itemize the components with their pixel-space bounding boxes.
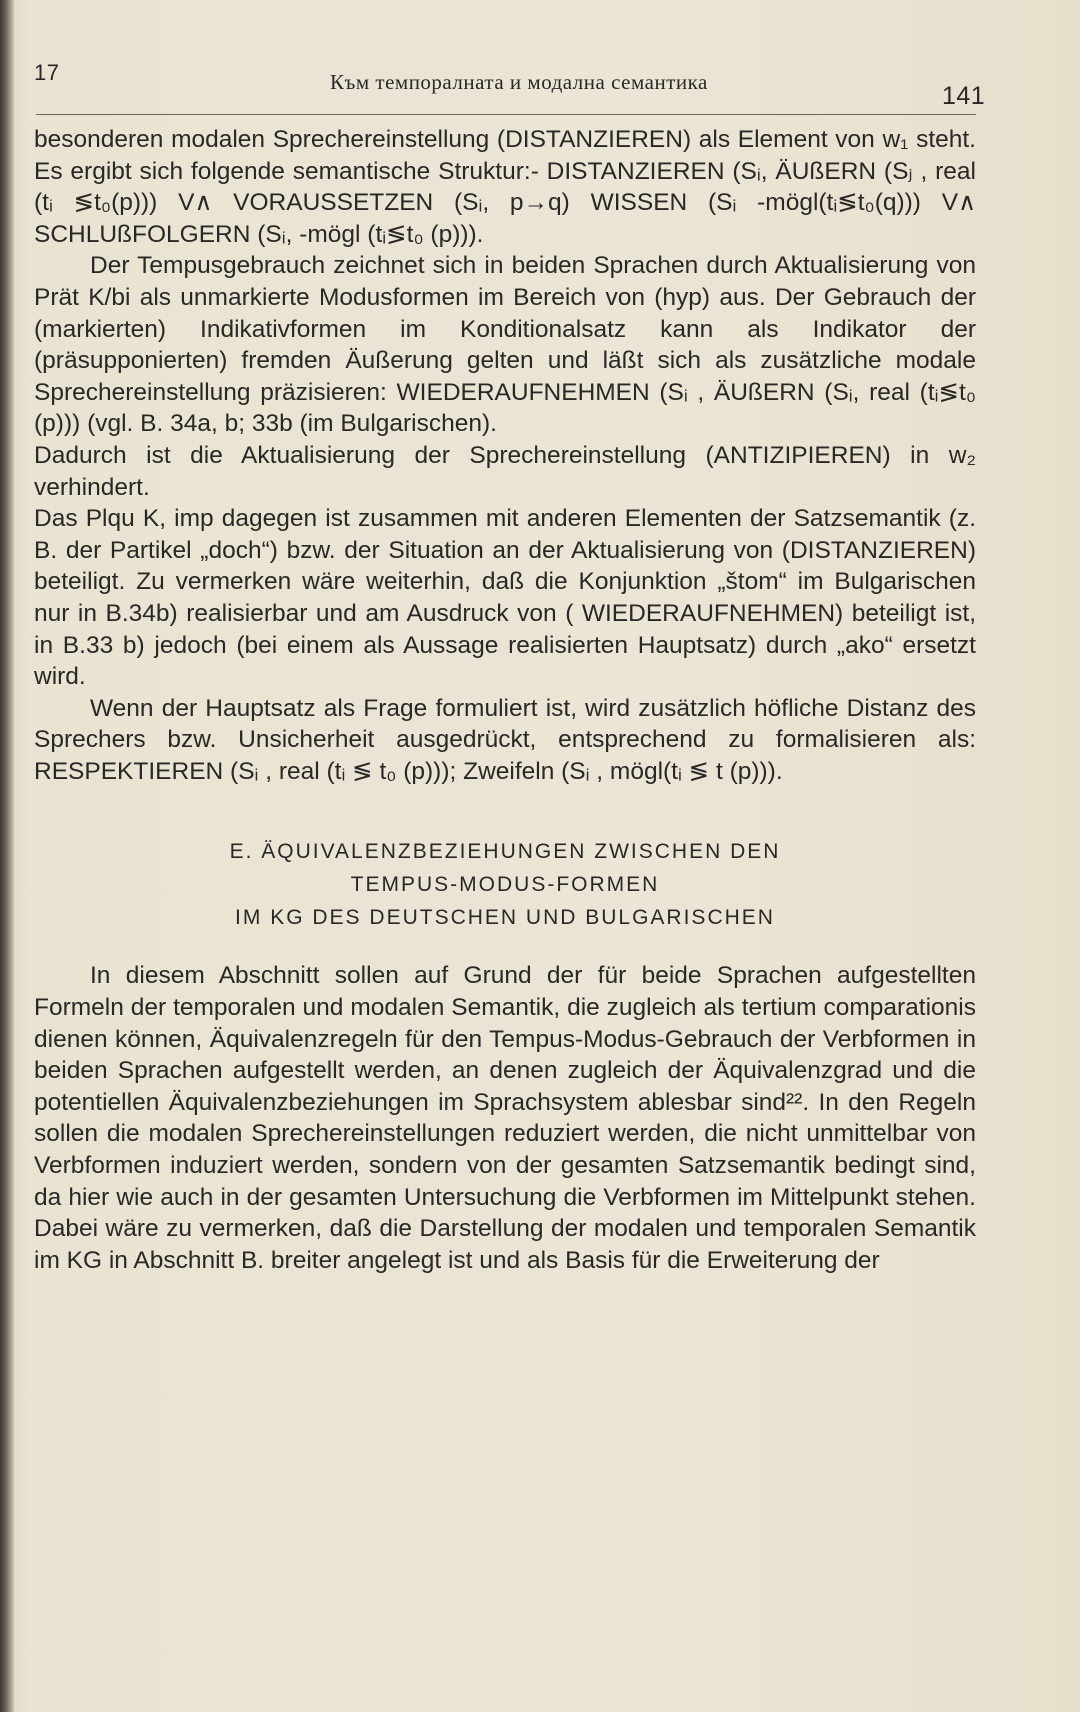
book-spine-shadow <box>0 0 14 1712</box>
paragraph-5: Wenn der Hauptsatz als Frage formuliert ist, wird zusätzlich höfliche Distanz des Sprechers bzw. Unsicherheit ausgedrückt, entsprechend zu formalisieren als: RESPEKTIEREN (Sᵢ , real (tᵢ ≶ t₀ (p))); Zweifeln (Sᵢ , mögl(tᵢ ≶ t (p))). <box>34 694 976 785</box>
running-header <box>30 60 1030 110</box>
running-title: Към темпоралната и модална семантика <box>330 70 708 94</box>
paragraph-2: Der Tempusgebrauch zeichnet sich in beiden Sprachen durch Aktualisierung von Prät K/bi als unmarkierte Modusformen im Bereich von (hyp) aus. Der Gebrauch der (markierten) Indikativformen im Konditionalsatz kann als Indikator der (präsupponierten) fremden Äußerung gelten und läßt sich als zusätzliche modale Sprechereinstellung präzisieren: WIEDERAUFNEHMEN (Sᵢ , ÄUßERN (Sᵢ, real (tᵢ≶t₀ (p))) (vgl. B. 34a, b; 33b (im Bulgarischen). <box>34 252 976 438</box>
signature-mark: 17 <box>34 60 60 85</box>
paragraph-6: In diesem Abschnitt sollen auf Grund der für beide Sprachen aufgestellten Formeln der temporalen und modalen Semantik, die zugleich als tertium comparationis dienen können, Äquivalenzregeln für den Tempus-Modus-Gebrauch der Verbformen in beiden Sprachen aufgestellt werden, an denen zugleich der Äquivalenzgrad und die potentiellen Äquivalenzbeziehungen im Sprachsystem ablesbar sind²². In den Regeln sollen die modalen Sprechereinstellungen reduziert werden, die nicht unmittelbar von Verbformen induziert werden, sondern von der gesamten Satzsemantik bedingt sind, da hier wie auch in der gesamten Untersuchung die Verbformen im Mittelpunkt stehen. Dabei wäre zu vermerken, daß die Darstellung der modalen und temporalen Semantik im KG in Abschnitt B. breiter angelegt ist und als Basis für die Erweiterung der <box>34 962 976 1274</box>
paragraph-1: besonderen modalen Sprechereinstellung (DISTANZIEREN) als Element von w₁ steht. Es ergibt sich folgende semantische Struktur:- DISTANZIEREN (Sᵢ, ÄUßERN (Sⱼ , real (tᵢ ≶t₀(p))) V∧ VORAUSSETZEN (Sᵢ, p→q) WISSEN (Sᵢ -mögl(tᵢ≶t₀(q))) V∧ SCHLUßFOLGERN (Sᵢ, -mögl (tᵢ≶t₀ (p))). <box>34 126 976 248</box>
paragraph-3: Dadurch ist die Aktualisierung der Sprechereinstellung (ANTIZIPIEREN) in w₂ verhindert. <box>34 441 976 501</box>
section-heading-line-2: TEMPUS-MODUS-FORMEN <box>350 873 660 897</box>
section-heading <box>34 835 976 934</box>
page-body <box>34 124 976 1276</box>
header-rule <box>36 114 976 115</box>
section-heading-line-3: IM KG DES DEUTSCHEN UND BULGARISCHEN <box>235 906 775 930</box>
page-number: 141 <box>942 82 986 110</box>
section-heading-line-1: E. ÄQUIVALENZBEZIEHUNGEN ZWISCHEN DEN <box>229 840 781 864</box>
paragraph-4: Das Plqu K, imp dagegen ist zusammen mit anderen Elementen der Satzsemantik (z. B. der Partikel „doch“) bzw. der Situation an der Aktualisierung von (DISTANZIEREN) beteiligt. Zu vermerken wäre weiterhin, daß die Konjunktion „štom“ im Bulgarischen nur in B.34b) realisierbar und am Ausdruck von ( WIEDERAUFNEHMEN) beteiligt ist, in B.33 b) jedoch (bei einem als Aussage realisierten Hauptsatz) durch „ako“ ersetzt wird. <box>34 505 976 691</box>
